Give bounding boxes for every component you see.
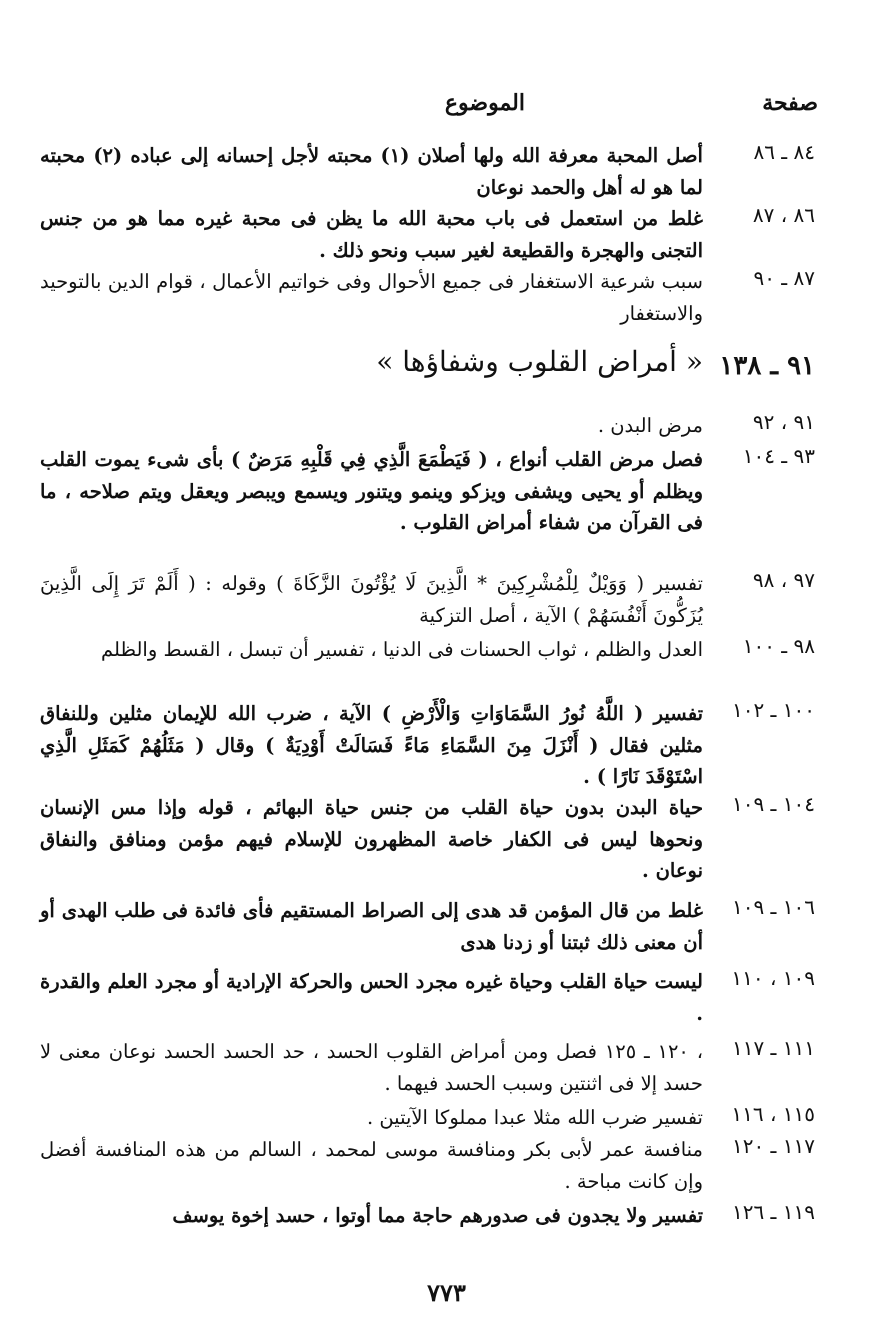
entry-text: ، ١٢٠ ـ ١٢٥ فصل ومن أمراض القلوب الحسد ، حد الحسد الحسد نوعان معنى لا حسد إلا فى اثنتين وسبب الحسد فيهما . — [40, 1040, 703, 1095]
section-title: « أمراض القلوب وشفاؤها » — [376, 345, 703, 378]
page-number: ٧٧٣ — [427, 1278, 466, 1307]
toc-entry — [40, 444, 815, 570]
entry-text: غلط من قال المؤمن قد هدى إلى الصراط المستقيم فأى فائدة فى طلب الهدى أو أن معنى ذلك ثبتنا أو زدنا هدى — [40, 899, 703, 954]
toc-entry — [40, 966, 815, 1030]
entry-pages: ١١٧ ـ ١٢٠ — [731, 1134, 815, 1158]
toc-entry — [40, 698, 815, 794]
entry-pages: ٩٨ ـ ١٠٠ — [742, 634, 815, 658]
entry-text: تفسير ولا يجدون فى صدورهم حاجة مما أوتوا ، حسد إخوة يوسف — [172, 1204, 703, 1227]
toc-entry — [40, 634, 815, 698]
entry-pages: ٨٧ ـ ٩٠ — [753, 266, 815, 290]
toc-entry — [40, 410, 815, 442]
entry-text: مرض البدن . — [597, 414, 703, 437]
entry-pages: ١١٥ ، ١١٦ — [731, 1102, 815, 1126]
toc-entry — [40, 140, 815, 204]
entry-text: تفسير ( اللَّهُ نُورُ السَّمَاوَاتِ وَالْأَرْضِ ) الآية ، ضرب الله للإيمان مثلين وللنفاق مثلين فقال ( أَنْزَلَ مِنَ السَّمَاءِ مَاءً فَسَالَتْ أَوْدِيَةٌ ) وقال ( مَثَلُهُمْ كَمَثَلِ الَّذِي اسْتَوْقَدَ نَارًا ) . — [40, 702, 703, 788]
entry-text: ليست حياة القلب وحياة غيره مجرد الحس والحركة الإرادية أو مجرد العلم والقدرة . — [40, 970, 703, 1025]
entry-pages: ١١٩ ـ ١٢٦ — [731, 1200, 815, 1224]
toc-entry — [40, 1200, 815, 1232]
entry-pages: ١٠٠ ـ ١٠٢ — [731, 698, 815, 722]
entry-text: العدل والظلم ، ثواب الحسنات فى الدنيا ، تفسير أن تبسل ، القسط والظلم — [101, 638, 703, 661]
entry-text: فصل مرض القلب أنواع ، ( فَيَطْمَعَ الَّذِي فِي قَلْبِهِ مَرَضٌ ) بأى شىء يموت القلب ويظلم أو يحيى ويشفى ويزكو وينمو ويتنور ويسمع ويبصر ويعقل ويتم صلاحه ، ما فى القرآن من شفاء أمراض القلوب . — [40, 448, 703, 534]
entry-pages: ٨٤ ـ ٨٦ — [753, 140, 815, 164]
entry-pages: ١٠٤ ـ ١٠٩ — [731, 792, 815, 816]
entry-text: أصل المحبة معرفة الله ولها أصلان (١) محبته لأجل إحسانه إلى عباده (٢) محبته لما هو له أهل والحمد نوعان — [40, 144, 703, 199]
toc-entry — [40, 895, 815, 959]
toc-entry — [40, 1036, 815, 1100]
entry-text: تفسير ضرب الله مثلا عبدا مملوكا الآيتين . — [366, 1106, 703, 1129]
toc-entry — [40, 568, 815, 632]
toc-entry — [40, 266, 815, 330]
topic-column-header: الموضوع — [444, 90, 525, 116]
entry-pages: ٩١ ، ٩٢ — [752, 410, 815, 434]
entry-pages: ١٠٦ ـ ١٠٩ — [731, 895, 815, 919]
toc-entry — [40, 1102, 815, 1134]
toc-entry — [40, 1134, 815, 1198]
entry-pages: ١٠٩ ، ١١٠ — [731, 966, 815, 990]
toc-entry — [40, 792, 815, 888]
entry-text: حياة البدن بدون حياة القلب من جنس حياة البهائم ، قوله وإذا مس الإنسان ونحوها ليس فى الكفار خاصة المظهرون للإسلام فيهم مؤمن ومنافق والنفاق نوعان . — [40, 796, 703, 882]
entry-text: سبب شرعية الاستغفار فى جميع الأحوال وفى خواتيم الأعمال ، قوام الدين بالتوحيد والاستغفار — [40, 270, 703, 325]
entry-pages: ٨٦ ، ٨٧ — [752, 203, 815, 227]
entry-text: منافسة عمر لأبى بكر ومنافسة موسى لمحمد ، السالم من هذه المنافسة أفضل وإن كانت مباحة . — [40, 1138, 703, 1193]
entry-text: تفسير ( وَوَيْلٌ لِلْمُشْرِكِينَ * الَّذِينَ لَا يُؤْتُونَ الزَّكَاةَ ) وقوله : ( أَلَمْ تَرَ إِلَى الَّذِينَ يُزَكُّونَ أَنْفُسَهُمْ ) الآية ، أصل التزكية — [40, 572, 703, 627]
entry-pages: ٩٧ ، ٩٨ — [752, 568, 815, 592]
section-pages: ٩١ ـ ١٣٨ — [719, 351, 815, 381]
entry-pages: ١١١ ـ ١١٧ — [731, 1036, 815, 1060]
entry-pages: ٩٣ ـ ١٠٤ — [742, 444, 815, 468]
toc-entry — [40, 203, 815, 267]
entry-text: غلط من استعمل فى باب محبة الله ما يظن فى محبة غيره مما هو من جنس التجنى والهجرة والقطيعة لغير سبب ونحو ذلك . — [40, 207, 703, 262]
page-column-header: صفحة — [762, 90, 818, 116]
